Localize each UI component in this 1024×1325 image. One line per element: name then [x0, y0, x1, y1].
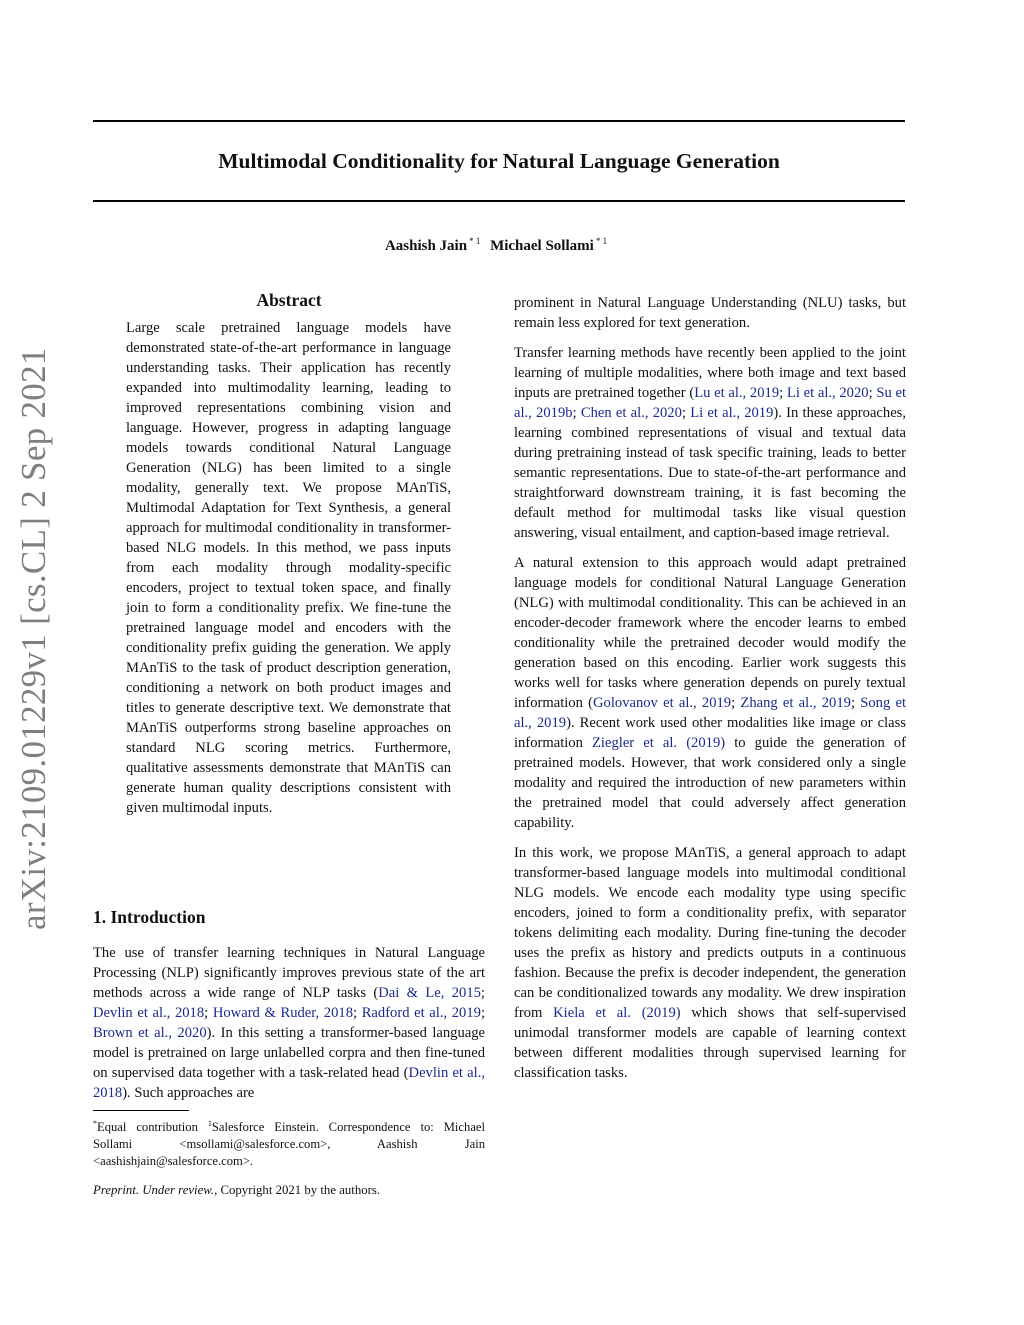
- body-paragraph: [514, 553, 906, 833]
- author-name: Michael Sollami: [490, 238, 594, 254]
- title-top-rule: [93, 120, 905, 122]
- text-run: In this work, we propose MAnTiS, a general approach to adapt transformer-based language models into multimodal conditional NLG models. We encode each modality type using specific encoders, joined to form a conditionality prefix, with separator tokens delimiting each modality. During fine-tuning the decoder uses the prefix as history and predicts outputs in a continuous fashion. Because the prefix is decoder independent, the generation can be conditionalized towards any modality. We drew inspiration from: [514, 845, 906, 1021]
- citation-link[interactable]: Devlin et al., 2018: [93, 1005, 205, 1021]
- text-run: ;: [353, 1005, 362, 1021]
- text-run: ;: [572, 405, 581, 421]
- text-run: ;: [850, 695, 861, 711]
- text-run: ;: [480, 1005, 485, 1021]
- preprint-copyright: , Copyright 2021 by the authors.: [214, 1183, 381, 1197]
- citation-link[interactable]: Song et al., 2019: [514, 695, 907, 731]
- footnote: [93, 1115, 485, 1170]
- footnote-mark: 1: [207, 1119, 212, 1128]
- abstract-text: Large scale pretrained language models have demonstrated state-of-the-art performance in language understanding tasks. Their application has recently expanded into multimodality learning, leading to improved representations combining vision and language. However, progress in adapting language models towards conditional Natural Language Generation (NLG) has been limited to a single modality, generally text. We propose MAnTiS, Multimodal Adaptation for Text Synthesis, a general approach for multimodal conditionality in transformer-based NLG models. In this method, we pass inputs from each modality through modality-specific encoders, project to textual token space, and finally join to form a conditionality prefix. We fine-tune the pretrained language model and encoders with the conditionality prefix guiding the generation. We apply MAnTiS to the task of product description generation, conditioning a network on both product images and titles to generate descriptive text. We demonstrate that MAnTiS outperforms strong baseline approaches on standard NLG scoring metrics. Furthermore, qualitative assessments demonstrate that MAnTiS can generate human quality descriptions consistent with given multimodal inputs.: [126, 320, 451, 816]
- citation-link[interactable]: Li et al., 2020: [786, 385, 869, 401]
- citation-link[interactable]: Devlin et al., 2018: [93, 1065, 485, 1101]
- text-run: ). In these approaches, learning combined representations of visual and textual data during pretraining instead of task specific training, leads to better semantic representations. Due to state-of-the-art performance and straightforward downstream training, it is fast becoming the default method for multimodal tasks like visual question answering, visual entailment, and caption-based image retrieval.: [514, 405, 907, 541]
- text-run: ;: [480, 985, 485, 1001]
- text-run: ). Such approaches are: [122, 1085, 255, 1101]
- citation-link[interactable]: Lu et al., 2019: [694, 385, 780, 401]
- author-affiliation-mark: * 1: [595, 236, 608, 246]
- text-run: ;: [779, 385, 787, 401]
- preprint-italic: Preprint. Under review.: [93, 1183, 215, 1197]
- section-heading-introduction: 1. Introduction: [93, 907, 206, 927]
- footnote-text: Salesforce Einstein. Correspondence to: Michael Sollami <msollami@salesforce.com>, Aashish Jain <aashishjain@salesforce.com>.: [93, 1120, 485, 1168]
- citation-link[interactable]: Su et al., 2019b: [514, 385, 907, 421]
- text-run: which shows that self-supervised unimodal transformer models are capable of learning context between different modalities through supervised learning for classification tasks.: [514, 1005, 906, 1081]
- citation-link[interactable]: Golovanov et al., 2019: [593, 695, 732, 711]
- text-run: ). Recent work used other modalities like image or class information: [514, 715, 906, 751]
- citation-link[interactable]: Howard & Ruder, 2018: [212, 1005, 353, 1021]
- citation-link[interactable]: Ziegler et al. (2019): [592, 735, 726, 751]
- text-run: ;: [681, 405, 691, 421]
- citation-link[interactable]: Chen et al., 2020: [580, 405, 682, 421]
- text-run: ;: [731, 695, 741, 711]
- text-run: ;: [204, 1005, 213, 1021]
- citation-link[interactable]: Radford et al., 2019: [361, 1005, 481, 1021]
- right-column: [514, 293, 906, 1093]
- text-run: The use of transfer learning techniques in Natural Language Processing (NLP) significantly improves previous state of the art methods across a wide range of NLP tasks (: [93, 945, 485, 1001]
- intro-paragraph: [93, 943, 485, 1103]
- author-affiliation-mark: * 1: [469, 236, 481, 246]
- citation-link[interactable]: Kiela et al. (2019): [553, 1005, 681, 1021]
- citation-link[interactable]: Li et al., 2019: [690, 405, 774, 421]
- text-run: ). In this setting a transformer-based language model is pretrained on large unlabelled corpra and then fine-tuned on supervised data together with a task-related head (: [93, 1025, 485, 1081]
- text-run: to guide the generation of pretrained models. However, that work considered only a single modality and required the introduction of new parameters within the pretrained model that could adversely affect generation capability.: [514, 735, 907, 831]
- arxiv-identifier-stamp: arXiv:2109.01229v1 [cs.CL] 2 Sep 2021: [14, 347, 53, 930]
- citation-link[interactable]: Dai & Le, 2015: [378, 985, 481, 1001]
- abstract-heading: Abstract: [256, 290, 322, 310]
- body-paragraph: prominent in Natural Language Understanding (NLU) tasks, but remain less explored for text generation.: [514, 295, 906, 331]
- body-paragraph: [514, 843, 906, 1083]
- footnote-text: Equal contribution: [97, 1120, 208, 1134]
- paper-title: Multimodal Conditionality for Natural Language Generation: [218, 149, 780, 173]
- footnote-rule: [93, 1110, 189, 1111]
- author-list: [93, 236, 905, 255]
- text-run: ;: [868, 385, 877, 401]
- text-run: Transfer learning methods have recently been applied to the joint learning of multiple modalities, where both image and text based inputs are pretrained together (: [514, 345, 906, 401]
- body-paragraph: [514, 343, 906, 543]
- text-run: A natural extension to this approach would adapt pretrained language models for conditional Natural Language Generation (NLG) with multimodal conditionality. This can be achieved in an encoder-decoder framework where the encoder learns to embed conditionality while the pretrained decoder would modify the generation based on this encoding. Earlier work suggests this works well for tasks where generation depends on purely textual information (: [514, 555, 906, 711]
- citation-link[interactable]: Zhang et al., 2019: [740, 695, 851, 711]
- preprint-notice: [93, 1183, 380, 1198]
- footnote-mark: *: [93, 1119, 97, 1128]
- citation-link[interactable]: Brown et al., 2020: [93, 1025, 207, 1041]
- author-name: Aashish Jain: [384, 238, 468, 254]
- title-bottom-rule: [93, 200, 905, 202]
